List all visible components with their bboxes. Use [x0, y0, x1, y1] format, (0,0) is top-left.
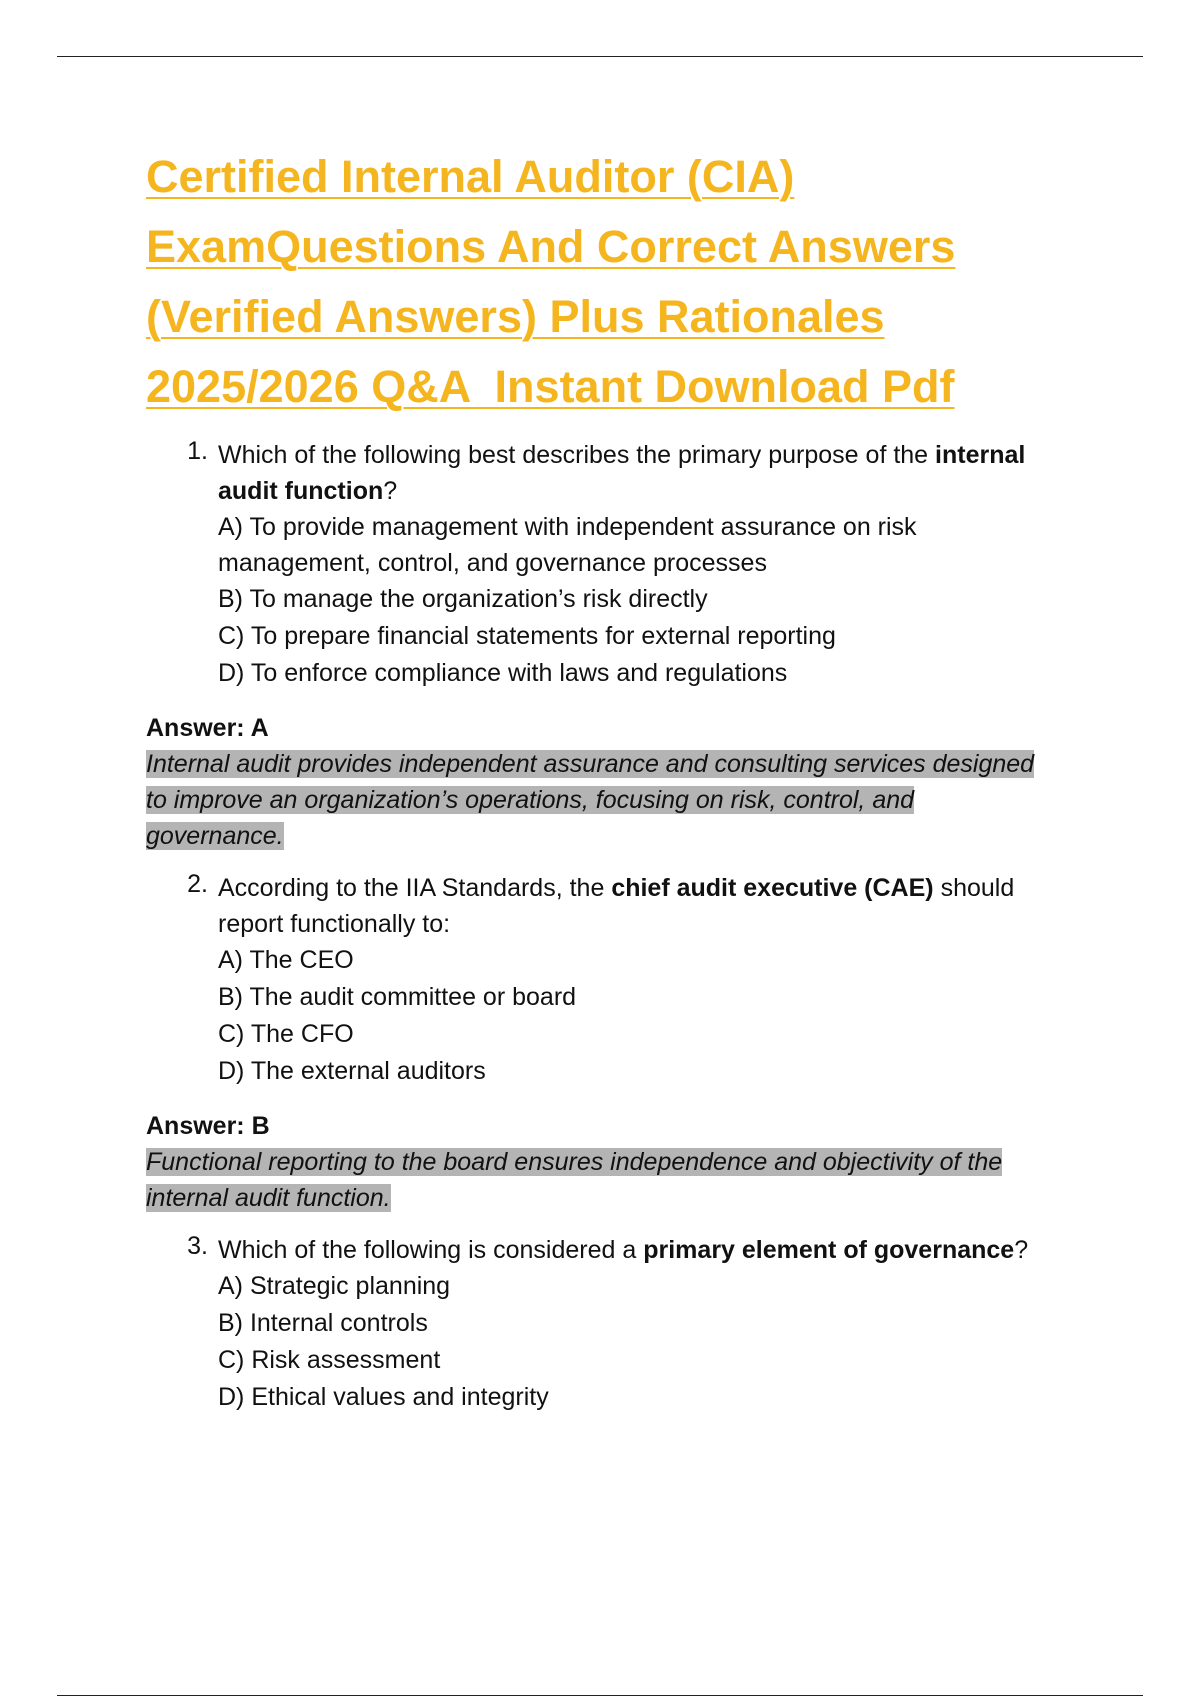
option-b: B) Internal controls [218, 1309, 428, 1337]
question-number: 3. [187, 1232, 208, 1260]
option-c: C) Risk assessment [218, 1346, 441, 1374]
rationale: Internal audit provides independent assurance and consulting services designed to improve an organization’s operations, focusing on risk, control, and governance. [146, 750, 1035, 850]
title-line-4: 2025/2026 Q&A Instant Download Pdf [146, 361, 955, 412]
question-list [146, 437, 1066, 1416]
title-line-3: (Verified Answers) Plus Rationales [146, 291, 885, 342]
title-line-2: ExamQuestions And Correct Answers [146, 221, 956, 272]
option-c: C) To prepare financial statements for external reporting [218, 622, 836, 650]
option-a: A) Strategic planning [218, 1272, 451, 1300]
option-b: B) The audit committee or board [218, 983, 577, 1011]
rationale: Functional reporting to the board ensures independence and objectivity of the internal audit function. [146, 1148, 1003, 1212]
question-number: 2. [187, 870, 208, 898]
question-stem: Which of the following best describes the primary purpose of the internal audit function? [218, 441, 1026, 505]
option-c: C) The CFO [218, 1020, 354, 1048]
question-1 [146, 437, 1066, 692]
footer-rule [57, 1695, 1143, 1696]
title-line-1: Certified Internal Auditor (CIA) [146, 151, 795, 202]
question-stem: Which of the following is considered a primary element of governance? [218, 1236, 1029, 1264]
answer-label: Answer: A [146, 714, 269, 742]
question-stem: According to the IIA Standards, the chief audit executive (CAE) should report functionally to: [218, 874, 1015, 938]
option-d: D) To enforce compliance with laws and regulations [218, 659, 788, 687]
question-number: 1. [187, 437, 208, 465]
question-3 [146, 1232, 1066, 1416]
option-b: B) To manage the organization’s risk directly [218, 585, 708, 613]
option-a: A) The CEO [218, 946, 354, 974]
document-title [146, 142, 1086, 422]
question-2 [146, 870, 1066, 1090]
answer-label: Answer: B [146, 1112, 270, 1140]
option-d: D) Ethical values and integrity [218, 1383, 549, 1411]
option-d: D) The external auditors [218, 1057, 486, 1085]
header-rule [57, 56, 1143, 57]
option-a: A) To provide management with independent assurance on risk management, control, and governance processes [218, 513, 917, 577]
